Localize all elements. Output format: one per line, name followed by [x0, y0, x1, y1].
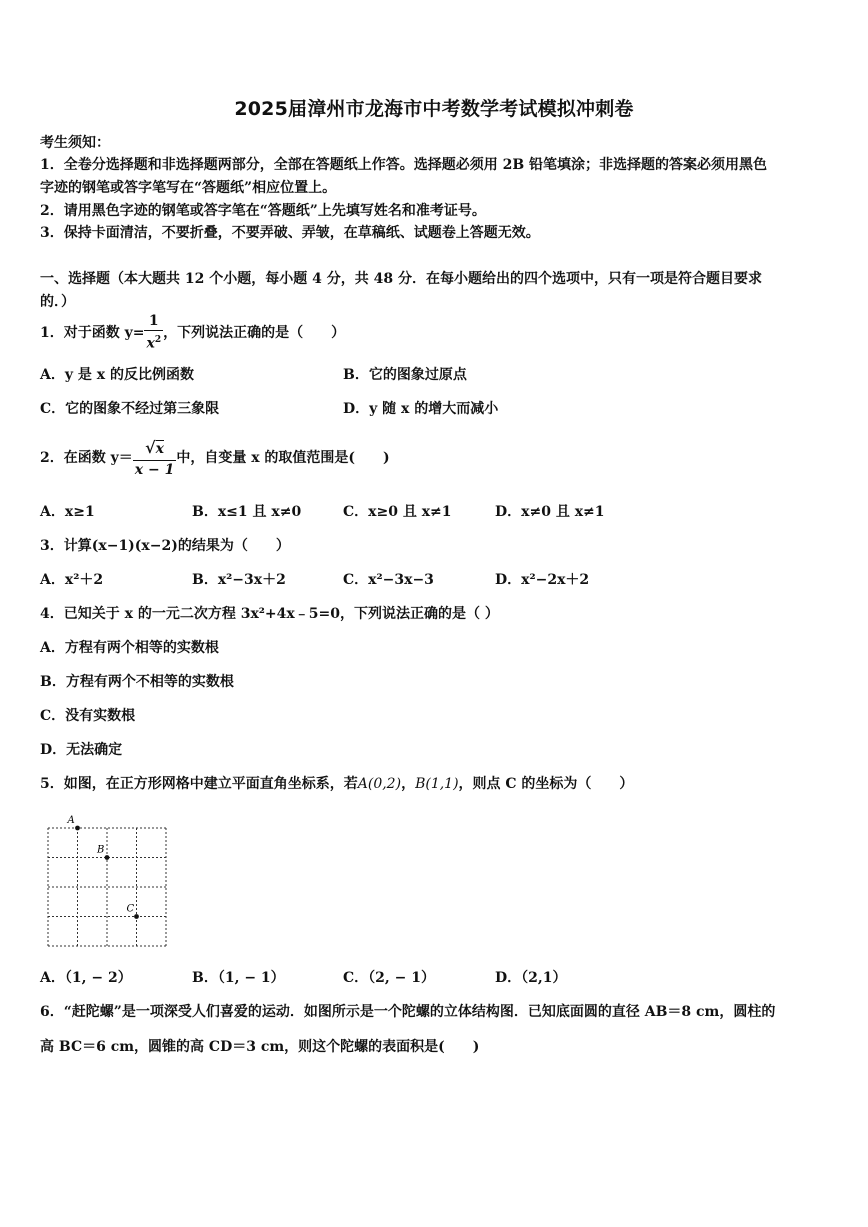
question-5-suffix: ，则点 C 的坐标为（ ） [458, 776, 634, 792]
point-a [75, 826, 80, 831]
question-2-suffix: 中，自变量 x 的取值范围是( ) [176, 450, 390, 466]
point-a-coord: A(0,2) [357, 776, 402, 792]
question-2-stem [40, 432, 390, 484]
q5-option-c: C．（2, − 1） [343, 970, 435, 986]
q4-option-c: C．没有实数根 [40, 708, 136, 724]
q2-option-b: B．x≤1 且 x≠0 [192, 504, 302, 520]
q1-option-b: B．它的图象过原点 [343, 367, 467, 383]
notice-line-1a: 1．全卷分选择题和非选择题两部分，全部在答题纸上作答。选择题必须用 2B 铅笔填涂；非选择题的答案必须用黑色 [40, 157, 768, 173]
coordinate-grid [44, 812, 174, 952]
q1-option-c: C．它的图象不经过第三象限 [40, 401, 220, 417]
q3-option-a: A．x²＋2 [40, 572, 104, 588]
q5-option-a: A．（1, − 2） [40, 970, 132, 986]
point-label-b: B [97, 844, 105, 856]
question-1-prefix: 1．对于函数 y= [40, 324, 145, 341]
question-1-fraction [144, 313, 163, 353]
q1-option-d: D．y 随 x 的增大而减小 [343, 401, 499, 417]
point-c [134, 914, 139, 919]
page-title: 2025届漳州市龙海市中考数学考试模拟冲刺卷 [234, 98, 634, 120]
question-4-stem: 4．已知关于 x 的一元二次方程 3x²+4x﹣5=0，下列说法正确的是（ ） [40, 606, 499, 622]
fraction-exponent: 2 [154, 335, 162, 345]
question-5-stem [40, 773, 633, 793]
question-1-stem [40, 313, 345, 353]
question-3-stem: 3．计算(x−1)(x−2)的结果为（ ） [40, 538, 290, 554]
q3-option-c: C．x²−3x−3 [343, 572, 434, 588]
grid-figure [44, 812, 174, 952]
sqrt-icon: √ [145, 438, 156, 457]
point-b-coord: B(1,1) [415, 776, 459, 792]
sqrt-numerator: √x [145, 438, 164, 457]
point-b [105, 855, 110, 860]
grid-lines [48, 828, 166, 946]
question-5-prefix: 5．如图，在正方形网格中建立平面直角坐标系，若 [40, 776, 358, 792]
q1-option-a: A．y 是 x 的反比例函数 [40, 367, 194, 383]
q2-option-a: A．x≥1 [40, 504, 95, 520]
q2-option-d: D．x≠0 且 x≠1 [495, 504, 605, 520]
section-heading-line-2: 的．） [40, 294, 75, 310]
point-label-c: C [126, 903, 135, 915]
question-2-prefix: 2．在函数 y＝ [40, 450, 133, 466]
fraction-denominator: x − 1 [134, 462, 175, 478]
fraction-denominator: x [146, 335, 155, 352]
question-5-sep: ， [401, 776, 416, 792]
question-2-fraction [133, 437, 177, 479]
notice-line-1b: 字迹的钢笔或答字笔写在“答题纸”相应位置上。 [40, 180, 337, 196]
notice-line-2: 2．请用黑色字迹的钢笔或答字笔在“答题纸”上先填写姓名和准考证号。 [40, 203, 486, 219]
notice-line-3: 3．保持卡面清洁，不要折叠，不要弄破、弄皱，在草稿纸、试题卷上答题无效。 [40, 225, 540, 241]
q5-option-b: B．（1, − 1） [192, 970, 285, 986]
question-6-line-1: 6．“赶陀螺”是一项深受人们喜爱的运动．如图所示是一个陀螺的立体结构图．已知底面圆的直径 AB＝8 cm，圆柱的 [40, 1004, 776, 1020]
point-label-a: A [67, 815, 75, 826]
question-1-suffix: ，下列说法正确的是（ ） [163, 324, 346, 341]
q4-option-a: A．方程有两个相等的实数根 [40, 640, 219, 656]
q2-option-c: C．x≥0 且 x≠1 [343, 504, 452, 520]
q3-option-d: D．x²−2x＋2 [495, 572, 590, 588]
question-6-line-2: 高 BC＝6 cm，圆锥的高 CD＝3 cm，则这个陀螺的表面积是( ) [40, 1039, 480, 1055]
q4-option-b: B．方程有两个不相等的实数根 [40, 674, 234, 690]
fraction-numerator: 1 [148, 313, 159, 329]
notice-heading: 考生须知： [40, 135, 110, 151]
q3-option-b: B．x²−3x＋2 [192, 572, 286, 588]
section-heading-line-1: 一、选择题（本大题共 12 个小题，每小题 4 分，共 48 分．在每小题给出的四个选项中，只有一项是符合题目要求 [40, 271, 762, 287]
q4-option-d: D．无法确定 [40, 742, 123, 758]
q5-option-d: D．（2,1） [495, 970, 567, 986]
grid-points [67, 815, 139, 919]
